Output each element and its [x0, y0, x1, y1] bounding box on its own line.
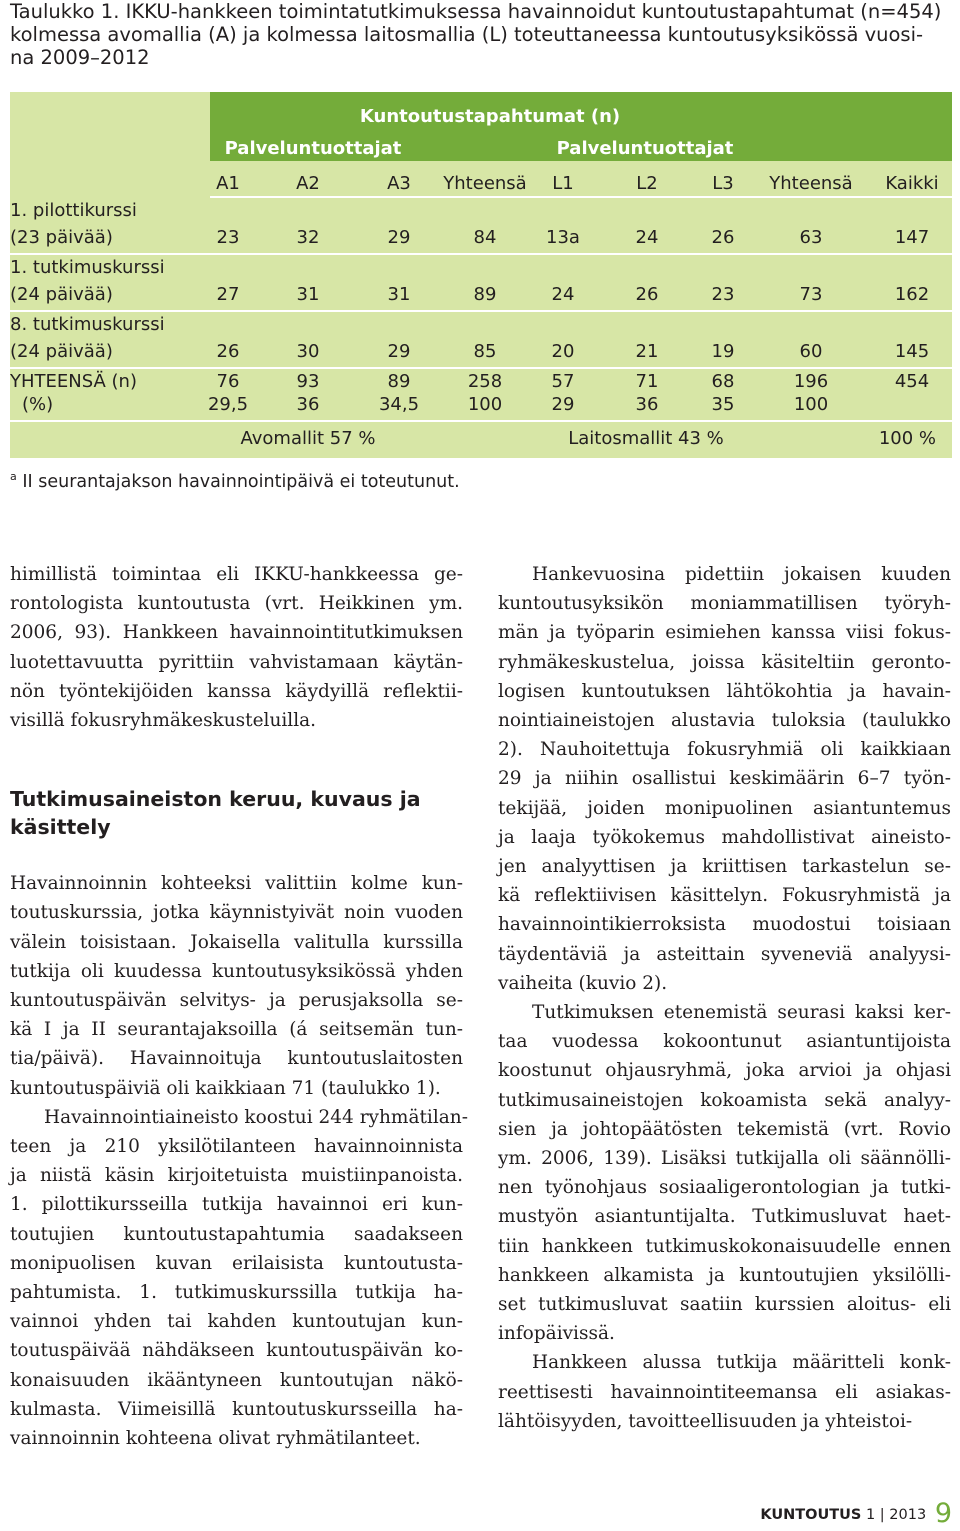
- table-footnote: [10, 470, 460, 492]
- text-line: tutkija oli kuudessa kuntoutusyksikössä yhden: [10, 960, 463, 982]
- caption-line: kolmessa avomallia (A) ja kolmessa laitosmallia (L) toteuttaneessa kuntoutusyksikössä vuosi-: [10, 23, 924, 46]
- row-separator: [210, 196, 952, 198]
- summary-total: 100 %: [878, 428, 936, 449]
- text-line: koostunut ohjausryhmä, joka arvioi ja ohjasi: [498, 1060, 951, 1082]
- total-cell: 89: [387, 371, 411, 392]
- column-header: Kaikki: [885, 173, 939, 194]
- column-header: L3: [712, 173, 734, 194]
- total-cell: 93: [296, 371, 320, 392]
- text-line: infopäivissä.: [498, 1323, 615, 1345]
- table-cell: 23: [216, 227, 240, 248]
- section-heading: Tutkimusaineiston keruu, kuvaus ja käsittely: [10, 787, 421, 840]
- total-cell: 57: [551, 371, 575, 392]
- text-line: tiin hankkeen tutkimuskokonaisuudelle ennen: [498, 1235, 951, 1257]
- footnote-text: II seurantajakson havainnointipäivä ei toteutunut.: [22, 471, 460, 492]
- text-line: visillä fokusryhmäkeskusteluilla.: [10, 710, 317, 732]
- row-sublabel: (24 päivää): [10, 341, 113, 362]
- group-header-laitosmalli: Palveluntuottajat: [556, 138, 734, 159]
- table-cell: 89: [473, 284, 497, 305]
- table-cell: 32: [296, 227, 320, 248]
- row-separator: [10, 420, 952, 422]
- data-table: [10, 92, 952, 458]
- page-number: 9: [934, 1498, 952, 1529]
- text-line: luotettavuutta pyrittiin vahvistamaan käytän-: [10, 651, 463, 673]
- column-header: Yhteensä: [443, 173, 527, 194]
- percent-cell: 29,5: [207, 394, 249, 415]
- text-line: Havainnointiaineisto koostui 244 ryhmätilan-: [44, 1106, 468, 1128]
- text-line: 29 ja niihin osallistui keskimäärin 6–7 työn-: [498, 768, 951, 790]
- table-cell: 60: [799, 341, 823, 362]
- row-sublabel: (24 päivää): [10, 284, 113, 305]
- text-line: hankkeen alkamista ja kuntoutujien yksilölli-: [498, 1264, 951, 1286]
- total-cell: 71: [635, 371, 659, 392]
- left-column: [10, 560, 468, 1453]
- text-line: män ja työparin esimiehen kanssa viisi fokus-: [498, 622, 951, 644]
- left-paragraph-3: [10, 1103, 468, 1453]
- footnote-marker: a: [10, 470, 17, 483]
- row-label: 1. tutkimuskurssi: [10, 257, 165, 278]
- table-cell: 23: [711, 284, 735, 305]
- summary-laitosmallit: Laitosmallit 43 %: [568, 428, 724, 449]
- row-label: 8. tutkimuskurssi: [10, 314, 165, 335]
- table-cell: 19: [711, 341, 735, 362]
- row-sublabel: (23 päivää): [10, 227, 113, 248]
- right-paragraph-2: [498, 998, 951, 1348]
- total-label: YHTEENSÄ (n): [10, 371, 137, 392]
- text-line: pahtumista. 1. tutkimuskurssilla tutkija ha-: [10, 1282, 463, 1304]
- text-line: havainnointikierroksista muodostui toisiaan: [498, 914, 951, 936]
- table-cell: 29: [387, 341, 411, 362]
- issue-year: 2013: [889, 1507, 927, 1523]
- text-line: 1. pilottikursseilla tutkija havainnoi eri kun-: [10, 1194, 463, 1216]
- table-cell: 162: [894, 284, 930, 305]
- table-cell: 145: [894, 341, 930, 362]
- column-header: A3: [387, 173, 411, 194]
- row-separator: [10, 310, 952, 312]
- text-line: ym. 2006, 139). Lisäksi tutkijalla oli säännölli-: [498, 1148, 951, 1170]
- table-cell: 24: [635, 227, 659, 248]
- table-cell: 27: [216, 284, 240, 305]
- page-folio: [760, 1498, 952, 1529]
- table-cell: 24: [551, 284, 575, 305]
- table-cell: 63: [799, 227, 823, 248]
- text-line: kulmasta. Viimeisillä kuntoutuskursseilla ha-: [10, 1398, 463, 1420]
- text-line: 2). Nauhoitettuja fokusryhmiä oli kaikkiaan: [498, 739, 951, 761]
- text-line: Tutkimuksen etenemistä seurasi kaksi ker-: [532, 1002, 951, 1024]
- text-line: ja laaja työkokemus mahdollistivat aineisto-: [498, 826, 951, 848]
- text-line: toutujien kuntoutustapahtumia saadakseen: [10, 1223, 463, 1245]
- table-cell: 31: [387, 284, 411, 305]
- text-line: Hankkeen alussa tutkija määritteli konk-: [532, 1352, 951, 1374]
- text-line: tia/päivä). Havainnoituja kuntoutuslaitosten: [10, 1048, 463, 1070]
- text-line: ja niistä käsin kirjoitetuista muistiinpanoista.: [10, 1165, 463, 1187]
- table-super-header: Kuntoutustapahtumat (n): [359, 106, 621, 127]
- folio-separator: |: [879, 1507, 885, 1523]
- summary-avomallit: Avomallit 57 %: [240, 428, 376, 449]
- issue-number: 1: [865, 1507, 876, 1523]
- right-column: [498, 560, 951, 1436]
- text-line: himillistä toimintaa eli IKKU-hankkeessa ge-: [10, 564, 463, 585]
- table-cell: 73: [799, 284, 823, 305]
- text-line: nen työnohjaus sosiaaligerontologian ja tutki-: [498, 1177, 951, 1199]
- text-line: tekijää, joiden monipuolinen asiantuntemus: [498, 797, 951, 819]
- column-header: L1: [552, 173, 574, 194]
- text-line: nön työntekijöiden kanssa käydyillä reflektii-: [10, 680, 463, 702]
- column-header: L2: [636, 173, 658, 194]
- table-cell: 26: [711, 227, 735, 248]
- text-line: sien ja johtopäätösten tekemistä (vrt. Rovio: [498, 1118, 951, 1140]
- text-line: Havainnoinnin kohteeksi valittiin kolme kun-: [10, 873, 463, 895]
- table-cell: 26: [216, 341, 240, 362]
- text-line: tutkimusaineistojen kokoamista sekä analyy-: [498, 1089, 951, 1111]
- text-line: kuntoutusyksikön moniammatillisen työryh-: [498, 593, 951, 615]
- row-label: 1. pilottikurssi: [10, 200, 137, 221]
- total-cell: 68: [711, 371, 735, 392]
- text-line: vainnoi yhden tai kahden kuntoutujan kun-: [10, 1311, 463, 1333]
- text-line: Hankevuosina pidettiin jokaisen kuuden: [532, 564, 951, 585]
- table-cell: 20: [551, 341, 575, 362]
- column-header: Yhteensä: [769, 173, 853, 194]
- caption-line: na 2009–2012: [10, 46, 150, 69]
- text-line: monipuolisen kuvan erilaisista kuntoutusta-: [10, 1252, 463, 1274]
- percent-cell: 100: [793, 394, 829, 415]
- percent-cell: 34,5: [378, 394, 420, 415]
- text-line: ryhmäkeskustelua, joissa käsiteltiin geronto-: [498, 651, 951, 673]
- table-cell: 29: [387, 227, 411, 248]
- table-cell: 85: [473, 341, 497, 362]
- text-line: lähtöisyyden, tavoitteellisuuden ja yhteistoi-: [498, 1410, 913, 1432]
- table-cell: 21: [635, 341, 659, 362]
- right-paragraph-3: [498, 1348, 951, 1436]
- left-paragraph-2: [10, 869, 463, 1103]
- text-line: teen ja 210 yksilötilanteen havainnoinnista: [10, 1136, 463, 1158]
- text-line: jen analyyttisen ja kriittisen tarkastelun se-: [498, 856, 951, 878]
- text-line: välein toisistaan. Jokaisella valitulla kurssilla: [10, 931, 463, 953]
- total-cell: 454: [894, 371, 930, 392]
- table-cell: 26: [635, 284, 659, 305]
- text-line: kä reflektiivisen käsittelyn. Fokusryhmistä ja: [498, 885, 951, 907]
- column-header: A1: [216, 173, 240, 194]
- table-cell: 84: [473, 227, 497, 248]
- percent-cell: 36: [296, 394, 320, 415]
- text-line: set tutkimusluvat saatiin kurssien aloitus- eli: [498, 1294, 951, 1316]
- text-line: vaiheita (kuvio 2).: [498, 972, 668, 994]
- text-line: konaisuuden ikääntyneen kuntoutujan näkö-: [10, 1369, 463, 1391]
- column-header: A2: [296, 173, 320, 194]
- percent-cell: 100: [467, 394, 503, 415]
- table-cell: 30: [296, 341, 320, 362]
- text-line: nointiaineistojen alustavia tuloksia (taulukko: [498, 710, 951, 732]
- row-separator: [10, 367, 952, 369]
- percent-cell: 36: [635, 394, 659, 415]
- total-cell: 196: [793, 371, 829, 392]
- text-line: toutuspäivää nähdäkseen kuntoutuspäivän ko-: [10, 1340, 463, 1362]
- journal-name: KUNTOUTUS: [760, 1507, 862, 1523]
- text-line: täydentäviä ja asteittain syveneviä analyysi-: [498, 943, 951, 965]
- percent-label: (%): [22, 394, 54, 415]
- text-line: kuntoutuspäivän selvitys- ja perusjaksolla se-: [10, 990, 463, 1012]
- text-line: toutuskurssia, jotka käynnistyivät noin vuoden: [10, 902, 463, 924]
- total-cell: 76: [216, 371, 240, 392]
- text-line: mustyön asiantuntijalta. Tutkimusluvat haet-: [498, 1206, 951, 1228]
- row-separator: [10, 253, 952, 255]
- caption-line: Taulukko 1. IKKU-hankkeen toimintatutkimuksessa havainnoidut kuntoutustapahtumat (n=454): [10, 0, 942, 23]
- text-line: rontologista kuntoutusta (vrt. Heikkinen ym.: [10, 593, 463, 615]
- text-line: vainnoinnin kohteena olivat ryhmätilanteet.: [10, 1428, 421, 1450]
- text-line: taa vuodessa kokoontunut asiantuntijoista: [498, 1031, 951, 1053]
- text-line: 2006, 93). Hankkeen havainnointitutkimuksen: [10, 622, 463, 644]
- text-line: logisen kuntoutuksen lähtökohtia ja havain-: [498, 680, 951, 702]
- percent-cell: 35: [711, 394, 735, 415]
- text-line: reettisesti havainnointiteemansa eli asiakas-: [498, 1381, 951, 1403]
- group-header-avomalli: Palveluntuottajat: [224, 138, 402, 159]
- left-paragraph-1: [10, 560, 463, 735]
- text-line: kä I ja II seurantajaksoilla (á seitsemän tun-: [10, 1019, 463, 1041]
- total-cell: 258: [467, 371, 503, 392]
- table-cell: 147: [894, 227, 930, 248]
- right-paragraph-1: [498, 560, 951, 998]
- table-caption: [10, 0, 955, 69]
- percent-cell: 29: [551, 394, 575, 415]
- table-cell: 13a: [546, 227, 580, 248]
- text-line: kuntoutuspäiviä oli kaikkiaan 71 (taulukko 1).: [10, 1077, 441, 1099]
- table-cell: 31: [296, 284, 320, 305]
